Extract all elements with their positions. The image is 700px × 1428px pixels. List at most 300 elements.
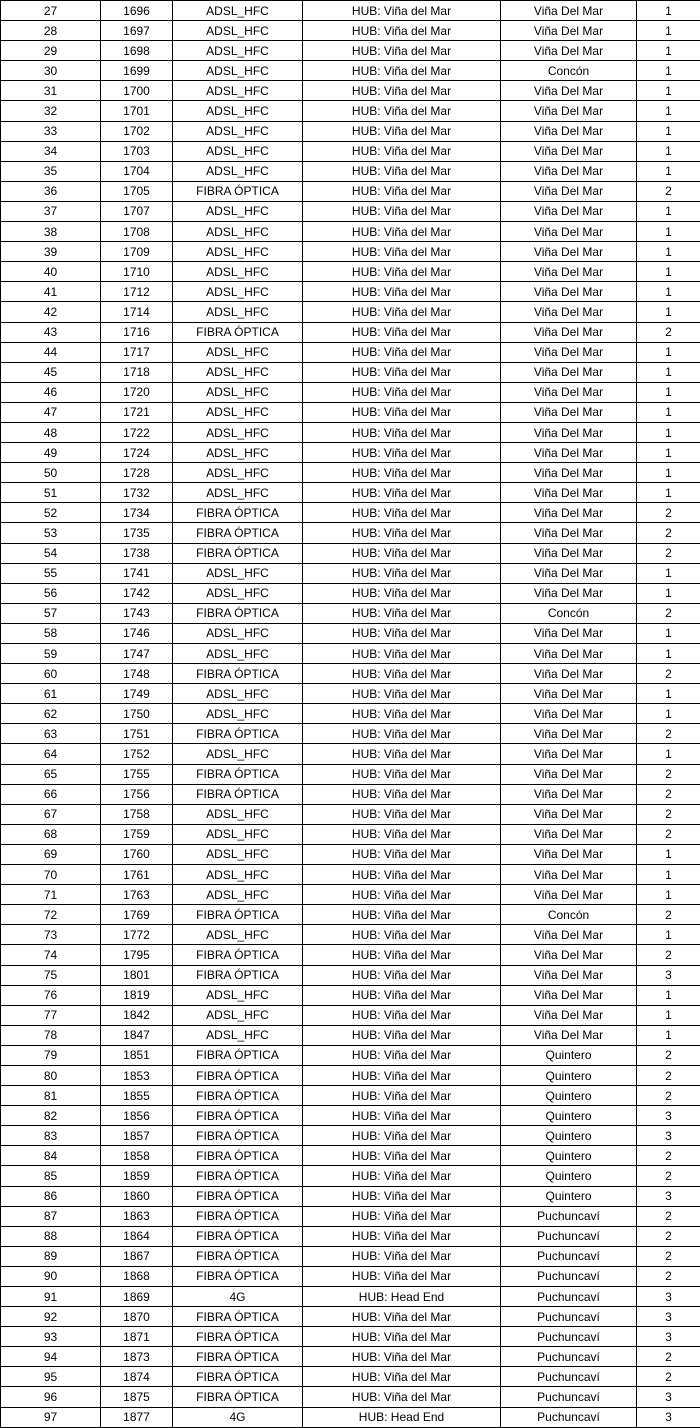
commune-cell: Puchuncaví	[501, 1347, 637, 1367]
commune-cell: Viña Del Mar	[501, 1005, 637, 1025]
technology-cell: FIBRA ÓPTICA	[173, 181, 303, 201]
technology-cell: ADSL_HFC	[173, 121, 303, 141]
code-cell: 1842	[101, 1005, 173, 1025]
table-row	[1, 262, 700, 282]
code-cell: 1735	[101, 523, 173, 543]
code-cell: 1742	[101, 583, 173, 603]
technology-cell: ADSL_HFC	[173, 222, 303, 242]
code-cell: 1857	[101, 1126, 173, 1146]
code-cell: 1714	[101, 302, 173, 322]
row-number-cell: 33	[1, 121, 101, 141]
row-number-cell: 31	[1, 81, 101, 101]
table-row	[1, 1025, 700, 1045]
hub-cell: HUB: Viña del Mar	[303, 1126, 501, 1146]
commune-cell: Viña Del Mar	[501, 101, 637, 121]
code-cell: 1707	[101, 201, 173, 221]
code-cell: 1743	[101, 603, 173, 623]
code-cell: 1712	[101, 282, 173, 302]
code-cell: 1749	[101, 684, 173, 704]
level-cell: 1	[637, 262, 700, 282]
table-row	[1, 1387, 700, 1407]
level-cell: 1	[637, 1, 700, 21]
code-cell: 1703	[101, 141, 173, 161]
level-cell: 1	[637, 422, 700, 442]
table-row	[1, 101, 700, 121]
table-row	[1, 121, 700, 141]
table-row	[1, 302, 700, 322]
code-cell: 1874	[101, 1367, 173, 1387]
code-cell: 1724	[101, 443, 173, 463]
commune-cell: Viña Del Mar	[501, 945, 637, 965]
table-row	[1, 744, 700, 764]
row-number-cell: 86	[1, 1186, 101, 1206]
level-cell: 3	[637, 1126, 700, 1146]
commune-cell: Puchuncaví	[501, 1266, 637, 1286]
hub-cell: HUB: Head End	[303, 1407, 501, 1427]
code-cell: 1847	[101, 1025, 173, 1045]
technology-cell: FIBRA ÓPTICA	[173, 1146, 303, 1166]
table-row	[1, 603, 700, 623]
technology-cell: FIBRA ÓPTICA	[173, 322, 303, 342]
level-cell: 1	[637, 382, 700, 402]
technology-cell: ADSL_HFC	[173, 925, 303, 945]
code-cell: 1859	[101, 1166, 173, 1186]
hub-cell: HUB: Viña del Mar	[303, 543, 501, 563]
hub-cell: HUB: Viña del Mar	[303, 1106, 501, 1126]
table-row	[1, 1307, 700, 1327]
commune-cell: Puchuncaví	[501, 1327, 637, 1347]
technology-cell: FIBRA ÓPTICA	[173, 724, 303, 744]
table-row	[1, 81, 700, 101]
row-number-cell: 28	[1, 21, 101, 41]
hub-cell: HUB: Viña del Mar	[303, 161, 501, 181]
hub-cell: HUB: Viña del Mar	[303, 523, 501, 543]
technology-cell: FIBRA ÓPTICA	[173, 905, 303, 925]
commune-cell: Viña Del Mar	[501, 362, 637, 382]
table-row	[1, 463, 700, 483]
code-cell: 1721	[101, 402, 173, 422]
technology-cell: ADSL_HFC	[173, 262, 303, 282]
technology-cell: FIBRA ÓPTICA	[173, 664, 303, 684]
code-cell: 1871	[101, 1327, 173, 1347]
level-cell: 2	[637, 1146, 700, 1166]
code-cell: 1869	[101, 1287, 173, 1307]
commune-cell: Viña Del Mar	[501, 222, 637, 242]
level-cell: 1	[637, 61, 700, 81]
hub-cell: HUB: Viña del Mar	[303, 382, 501, 402]
table-row	[1, 563, 700, 583]
hub-cell: HUB: Viña del Mar	[303, 784, 501, 804]
table-row	[1, 1226, 700, 1246]
level-cell: 1	[637, 222, 700, 242]
level-cell: 1	[637, 865, 700, 885]
row-number-cell: 59	[1, 644, 101, 664]
technology-cell: ADSL_HFC	[173, 41, 303, 61]
table-row	[1, 483, 700, 503]
row-number-cell: 42	[1, 302, 101, 322]
technology-cell: ADSL_HFC	[173, 1025, 303, 1045]
row-number-cell: 96	[1, 1387, 101, 1407]
commune-cell: Puchuncaví	[501, 1407, 637, 1427]
hub-cell: HUB: Viña del Mar	[303, 1347, 501, 1367]
commune-cell: Viña Del Mar	[501, 322, 637, 342]
row-number-cell: 78	[1, 1025, 101, 1045]
code-cell: 1870	[101, 1307, 173, 1327]
table-row	[1, 784, 700, 804]
technology-cell: ADSL_HFC	[173, 282, 303, 302]
level-cell: 2	[637, 1065, 700, 1085]
code-cell: 1710	[101, 262, 173, 282]
row-number-cell: 67	[1, 804, 101, 824]
row-number-cell: 43	[1, 322, 101, 342]
commune-cell: Viña Del Mar	[501, 41, 637, 61]
commune-cell: Viña Del Mar	[501, 885, 637, 905]
row-number-cell: 91	[1, 1287, 101, 1307]
commune-cell: Viña Del Mar	[501, 342, 637, 362]
level-cell: 1	[637, 21, 700, 41]
row-number-cell: 80	[1, 1065, 101, 1085]
code-cell: 1756	[101, 784, 173, 804]
table-row	[1, 1086, 700, 1106]
technology-cell: ADSL_HFC	[173, 824, 303, 844]
level-cell: 1	[637, 141, 700, 161]
table-row	[1, 342, 700, 362]
level-cell: 2	[637, 724, 700, 744]
hub-cell: HUB: Viña del Mar	[303, 1387, 501, 1407]
level-cell: 2	[637, 543, 700, 563]
technology-cell: ADSL_HFC	[173, 141, 303, 161]
technology-cell: ADSL_HFC	[173, 623, 303, 643]
row-number-cell: 53	[1, 523, 101, 543]
level-cell: 1	[637, 583, 700, 603]
technology-cell: FIBRA ÓPTICA	[173, 1307, 303, 1327]
technology-cell: FIBRA ÓPTICA	[173, 1367, 303, 1387]
level-cell: 3	[637, 1307, 700, 1327]
table-row	[1, 1, 700, 21]
code-cell: 1860	[101, 1186, 173, 1206]
hub-cell: HUB: Viña del Mar	[303, 262, 501, 282]
table-row	[1, 1206, 700, 1226]
code-cell: 1747	[101, 644, 173, 664]
row-number-cell: 93	[1, 1327, 101, 1347]
technology-cell: FIBRA ÓPTICA	[173, 1045, 303, 1065]
code-cell: 1720	[101, 382, 173, 402]
technology-cell: ADSL_HFC	[173, 362, 303, 382]
table-row	[1, 1186, 700, 1206]
hub-cell: HUB: Viña del Mar	[303, 1226, 501, 1246]
row-number-cell: 60	[1, 664, 101, 684]
level-cell: 2	[637, 503, 700, 523]
level-cell: 1	[637, 402, 700, 422]
table-row	[1, 503, 700, 523]
row-number-cell: 40	[1, 262, 101, 282]
commune-cell: Viña Del Mar	[501, 422, 637, 442]
table-row	[1, 61, 700, 81]
table-row	[1, 543, 700, 563]
technology-cell: ADSL_HFC	[173, 885, 303, 905]
code-cell: 1746	[101, 623, 173, 643]
table-row	[1, 141, 700, 161]
table-row	[1, 724, 700, 744]
technology-cell: FIBRA ÓPTICA	[173, 503, 303, 523]
code-cell: 1856	[101, 1106, 173, 1126]
hub-cell: HUB: Viña del Mar	[303, 1307, 501, 1327]
commune-cell: Viña Del Mar	[501, 784, 637, 804]
technology-cell: ADSL_HFC	[173, 483, 303, 503]
row-number-cell: 73	[1, 925, 101, 945]
row-number-cell: 49	[1, 443, 101, 463]
hub-cell: HUB: Viña del Mar	[303, 603, 501, 623]
hub-cell: HUB: Viña del Mar	[303, 302, 501, 322]
technology-cell: ADSL_HFC	[173, 704, 303, 724]
commune-cell: Quintero	[501, 1166, 637, 1186]
row-number-cell: 77	[1, 1005, 101, 1025]
row-number-cell: 37	[1, 201, 101, 221]
table-row	[1, 523, 700, 543]
code-cell: 1698	[101, 41, 173, 61]
code-cell: 1755	[101, 764, 173, 784]
hub-cell: HUB: Viña del Mar	[303, 865, 501, 885]
commune-cell: Viña Del Mar	[501, 965, 637, 985]
table-row	[1, 1266, 700, 1286]
commune-cell: Viña Del Mar	[501, 282, 637, 302]
table-row	[1, 443, 700, 463]
row-number-cell: 88	[1, 1226, 101, 1246]
level-cell: 1	[637, 302, 700, 322]
row-number-cell: 87	[1, 1206, 101, 1226]
table-row	[1, 222, 700, 242]
code-cell: 1877	[101, 1407, 173, 1427]
table-row	[1, 664, 700, 684]
level-cell: 2	[637, 523, 700, 543]
code-cell: 1708	[101, 222, 173, 242]
level-cell: 1	[637, 644, 700, 664]
level-cell: 2	[637, 1367, 700, 1387]
technology-cell: FIBRA ÓPTICA	[173, 1126, 303, 1146]
commune-cell: Concón	[501, 603, 637, 623]
hub-cell: HUB: Viña del Mar	[303, 764, 501, 784]
code-cell: 1734	[101, 503, 173, 523]
commune-cell: Viña Del Mar	[501, 161, 637, 181]
code-cell: 1716	[101, 322, 173, 342]
row-number-cell: 57	[1, 603, 101, 623]
code-cell: 1709	[101, 242, 173, 262]
commune-cell: Viña Del Mar	[501, 844, 637, 864]
table-row	[1, 201, 700, 221]
table-row	[1, 905, 700, 925]
table-row	[1, 844, 700, 864]
commune-cell: Viña Del Mar	[501, 242, 637, 262]
row-number-cell: 38	[1, 222, 101, 242]
code-cell: 1769	[101, 905, 173, 925]
level-cell: 3	[637, 965, 700, 985]
hub-cell: HUB: Viña del Mar	[303, 81, 501, 101]
hub-cell: HUB: Viña del Mar	[303, 342, 501, 362]
level-cell: 2	[637, 181, 700, 201]
table-row	[1, 583, 700, 603]
table-row	[1, 644, 700, 664]
hub-cell: HUB: Viña del Mar	[303, 985, 501, 1005]
level-cell: 1	[637, 623, 700, 643]
technology-cell: ADSL_HFC	[173, 422, 303, 442]
hub-cell: HUB: Viña del Mar	[303, 201, 501, 221]
row-number-cell: 58	[1, 623, 101, 643]
commune-cell: Quintero	[501, 1065, 637, 1085]
commune-cell: Viña Del Mar	[501, 543, 637, 563]
commune-cell: Puchuncaví	[501, 1387, 637, 1407]
commune-cell: Viña Del Mar	[501, 302, 637, 322]
table-row	[1, 242, 700, 262]
level-cell: 1	[637, 443, 700, 463]
table-row	[1, 885, 700, 905]
code-cell: 1696	[101, 1, 173, 21]
commune-cell: Viña Del Mar	[501, 925, 637, 945]
technology-cell: ADSL_HFC	[173, 402, 303, 422]
commune-cell: Concón	[501, 61, 637, 81]
technology-cell: ADSL_HFC	[173, 985, 303, 1005]
code-cell: 1863	[101, 1206, 173, 1226]
hub-cell: HUB: Viña del Mar	[303, 804, 501, 824]
technology-cell: FIBRA ÓPTICA	[173, 1086, 303, 1106]
hub-cell: HUB: Viña del Mar	[303, 483, 501, 503]
commune-cell: Viña Del Mar	[501, 764, 637, 784]
hub-cell: HUB: Viña del Mar	[303, 282, 501, 302]
hub-cell: HUB: Viña del Mar	[303, 684, 501, 704]
code-cell: 1718	[101, 362, 173, 382]
code-cell: 1704	[101, 161, 173, 181]
level-cell: 2	[637, 1246, 700, 1266]
level-cell: 2	[637, 1206, 700, 1226]
row-number-cell: 61	[1, 684, 101, 704]
technology-cell: FIBRA ÓPTICA	[173, 965, 303, 985]
code-cell: 1750	[101, 704, 173, 724]
commune-cell: Viña Del Mar	[501, 583, 637, 603]
code-cell: 1801	[101, 965, 173, 985]
table-row	[1, 1065, 700, 1085]
code-cell: 1795	[101, 945, 173, 965]
commune-cell: Quintero	[501, 1126, 637, 1146]
hub-cell: HUB: Viña del Mar	[303, 362, 501, 382]
row-number-cell: 97	[1, 1407, 101, 1427]
level-cell: 1	[637, 161, 700, 181]
row-number-cell: 62	[1, 704, 101, 724]
table-row	[1, 965, 700, 985]
hub-cell: HUB: Viña del Mar	[303, 724, 501, 744]
row-number-cell: 45	[1, 362, 101, 382]
technology-cell: ADSL_HFC	[173, 161, 303, 181]
hub-cell: HUB: Viña del Mar	[303, 945, 501, 965]
level-cell: 3	[637, 1186, 700, 1206]
level-cell: 1	[637, 362, 700, 382]
level-cell: 2	[637, 804, 700, 824]
hub-cell: HUB: Viña del Mar	[303, 41, 501, 61]
hub-cell: HUB: Viña del Mar	[303, 744, 501, 764]
row-number-cell: 82	[1, 1106, 101, 1126]
level-cell: 3	[637, 1327, 700, 1347]
row-number-cell: 95	[1, 1367, 101, 1387]
hub-cell: HUB: Viña del Mar	[303, 503, 501, 523]
commune-cell: Viña Del Mar	[501, 181, 637, 201]
hub-cell: HUB: Viña del Mar	[303, 222, 501, 242]
code-cell: 1868	[101, 1266, 173, 1286]
technology-cell: FIBRA ÓPTICA	[173, 543, 303, 563]
level-cell: 1	[637, 101, 700, 121]
table-row	[1, 1166, 700, 1186]
commune-cell: Viña Del Mar	[501, 824, 637, 844]
table-row	[1, 985, 700, 1005]
technology-cell: ADSL_HFC	[173, 342, 303, 362]
row-number-cell: 70	[1, 865, 101, 885]
level-cell: 1	[637, 483, 700, 503]
table-row	[1, 1045, 700, 1065]
code-cell: 1717	[101, 342, 173, 362]
code-cell: 1752	[101, 744, 173, 764]
row-number-cell: 84	[1, 1146, 101, 1166]
hub-cell: HUB: Viña del Mar	[303, 422, 501, 442]
hub-cell: HUB: Viña del Mar	[303, 1, 501, 21]
technology-cell: FIBRA ÓPTICA	[173, 1206, 303, 1226]
table-row	[1, 1287, 700, 1307]
level-cell: 3	[637, 1287, 700, 1307]
hub-cell: HUB: Viña del Mar	[303, 1025, 501, 1045]
code-cell: 1875	[101, 1387, 173, 1407]
row-number-cell: 90	[1, 1266, 101, 1286]
row-number-cell: 71	[1, 885, 101, 905]
level-cell: 1	[637, 1025, 700, 1045]
table-row	[1, 181, 700, 201]
table-row	[1, 282, 700, 302]
technology-cell: ADSL_HFC	[173, 302, 303, 322]
hub-cell: HUB: Viña del Mar	[303, 1166, 501, 1186]
hub-cell: HUB: Viña del Mar	[303, 1327, 501, 1347]
row-number-cell: 63	[1, 724, 101, 744]
row-number-cell: 51	[1, 483, 101, 503]
commune-cell: Viña Del Mar	[501, 201, 637, 221]
row-number-cell: 94	[1, 1347, 101, 1367]
commune-cell: Viña Del Mar	[501, 121, 637, 141]
commune-cell: Viña Del Mar	[501, 463, 637, 483]
commune-cell: Quintero	[501, 1045, 637, 1065]
commune-cell: Puchuncaví	[501, 1226, 637, 1246]
hub-cell: HUB: Viña del Mar	[303, 443, 501, 463]
table-row	[1, 945, 700, 965]
technology-cell: ADSL_HFC	[173, 1005, 303, 1025]
row-number-cell: 30	[1, 61, 101, 81]
code-cell: 1748	[101, 664, 173, 684]
level-cell: 2	[637, 1226, 700, 1246]
table-row	[1, 161, 700, 181]
code-cell: 1760	[101, 844, 173, 864]
commune-cell: Viña Del Mar	[501, 402, 637, 422]
technology-cell: ADSL_HFC	[173, 684, 303, 704]
hub-cell: HUB: Viña del Mar	[303, 583, 501, 603]
technology-cell: ADSL_HFC	[173, 463, 303, 483]
code-cell: 1758	[101, 804, 173, 824]
table-row	[1, 704, 700, 724]
technology-cell: FIBRA ÓPTICA	[173, 1106, 303, 1126]
level-cell: 1	[637, 121, 700, 141]
hub-cell: HUB: Viña del Mar	[303, 1065, 501, 1085]
commune-cell: Concón	[501, 905, 637, 925]
commune-cell: Puchuncaví	[501, 1287, 637, 1307]
row-number-cell: 89	[1, 1246, 101, 1266]
commune-cell: Viña Del Mar	[501, 804, 637, 824]
code-cell: 1873	[101, 1347, 173, 1367]
code-cell: 1705	[101, 181, 173, 201]
hub-cell: HUB: Viña del Mar	[303, 402, 501, 422]
code-cell: 1722	[101, 422, 173, 442]
technology-cell: 4G	[173, 1407, 303, 1427]
